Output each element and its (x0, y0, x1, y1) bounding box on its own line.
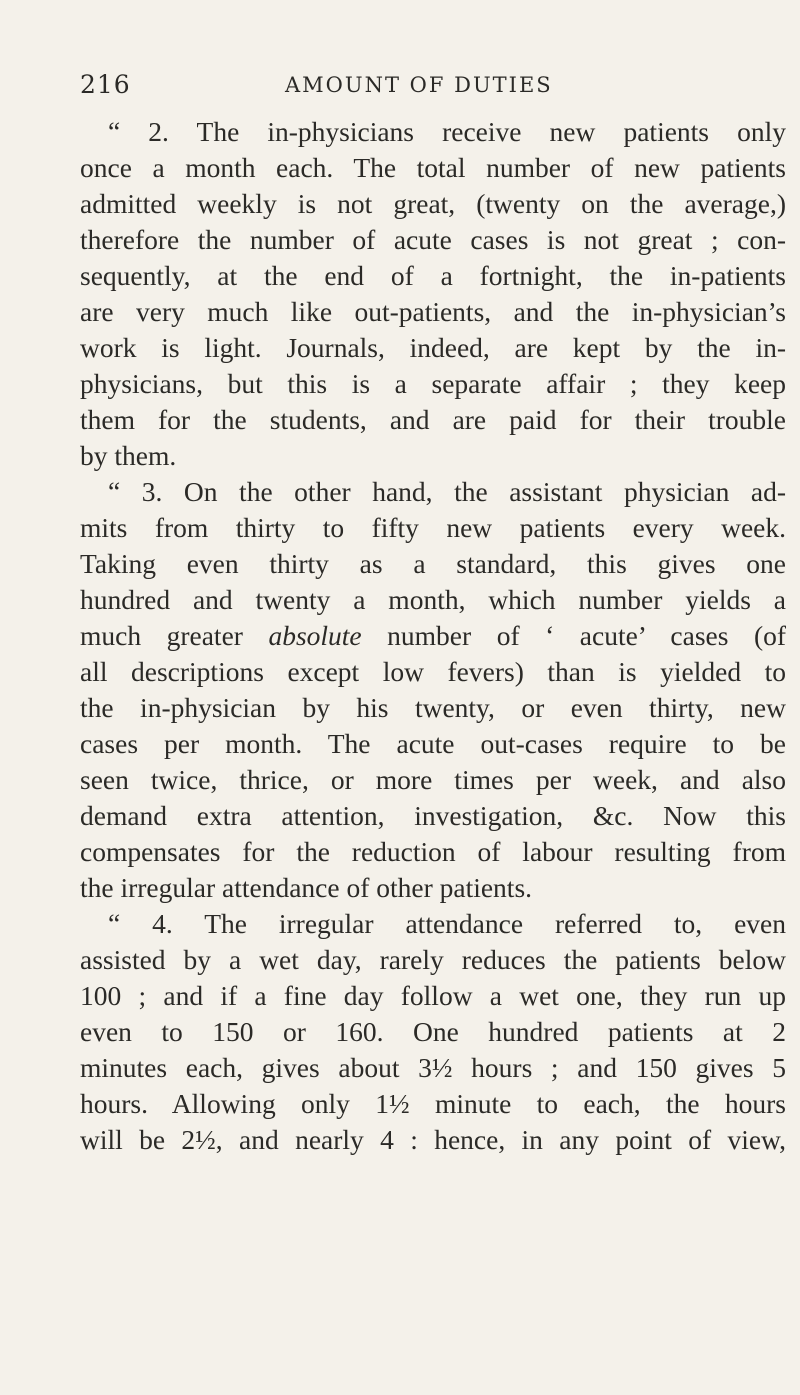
text-line: will be 2½, and nearly 4 : hence, in any point of view, (80, 1124, 786, 1155)
text-line: therefore the number of acute cases is not great ; con- (80, 224, 786, 255)
text-line: by them. (80, 440, 177, 471)
text-line: cases per month. The acute out-cases require to be (80, 728, 786, 759)
body-text (80, 114, 786, 1158)
text-line: sequently, at the end of a fortnight, the in-patients (80, 260, 786, 291)
page-header (80, 70, 780, 102)
text-line: once a month each. The total number of new patients (80, 152, 786, 183)
text-line: the irregular attendance of other patients. (80, 872, 533, 903)
text-segment: number of ‘ acute’ cases (of (387, 620, 786, 651)
text-line: demand extra attention, investigation, &c. Now this (80, 800, 786, 831)
text-line: are very much like out-patients, and the in-physician’s (80, 296, 786, 327)
text-line: “ 4. The irregular attendance referred to, even (108, 908, 786, 939)
text-line: “ 2. The in-physicians receive new patients only (108, 116, 786, 147)
text-line: hundred and twenty a month, which number yields a (80, 584, 786, 615)
text-line: the in-physician by his twenty, or even thirty, new (80, 692, 786, 723)
text-line: physicians, but this is a separate affair ; they keep (80, 368, 786, 399)
text-line: minutes each, gives about 3½ hours ; and 150 gives 5 (80, 1052, 786, 1083)
text-line-with-emphasis (80, 618, 786, 654)
running-head: AMOUNT OF DUTIES (285, 73, 553, 97)
text-line: compensates for the reduction of labour resulting from (80, 836, 786, 867)
text-line: even to 150 or 160. One hundred patients at 2 (80, 1016, 786, 1047)
text-line: admitted weekly is not great, (twenty on the average,) (80, 188, 786, 219)
text-line: 100 ; and if a fine day follow a wet one, they run up (80, 980, 786, 1011)
text-line: work is light. Journals, indeed, are kept by the in- (80, 332, 786, 363)
page-number: 216 (80, 70, 131, 99)
text-line: hours. Allowing only 1½ minute to each, the hours (80, 1088, 786, 1119)
text-line: assisted by a wet day, rarely reduces the patients below (80, 944, 786, 975)
text-line: “ 3. On the other hand, the assistant physician ad- (108, 476, 786, 507)
text-line: them for the students, and are paid for their trouble (80, 404, 786, 435)
text-segment: much greater (80, 620, 243, 651)
emphasized-word: absolute (268, 620, 362, 651)
text-line: mits from thirty to fifty new patients every week. (80, 512, 786, 543)
text-line: Taking even thirty as a standard, this gives one (80, 548, 786, 579)
text-line: seen twice, thrice, or more times per week, and also (80, 764, 786, 795)
text-line: all descriptions except low fevers) than is yielded to (80, 656, 786, 687)
